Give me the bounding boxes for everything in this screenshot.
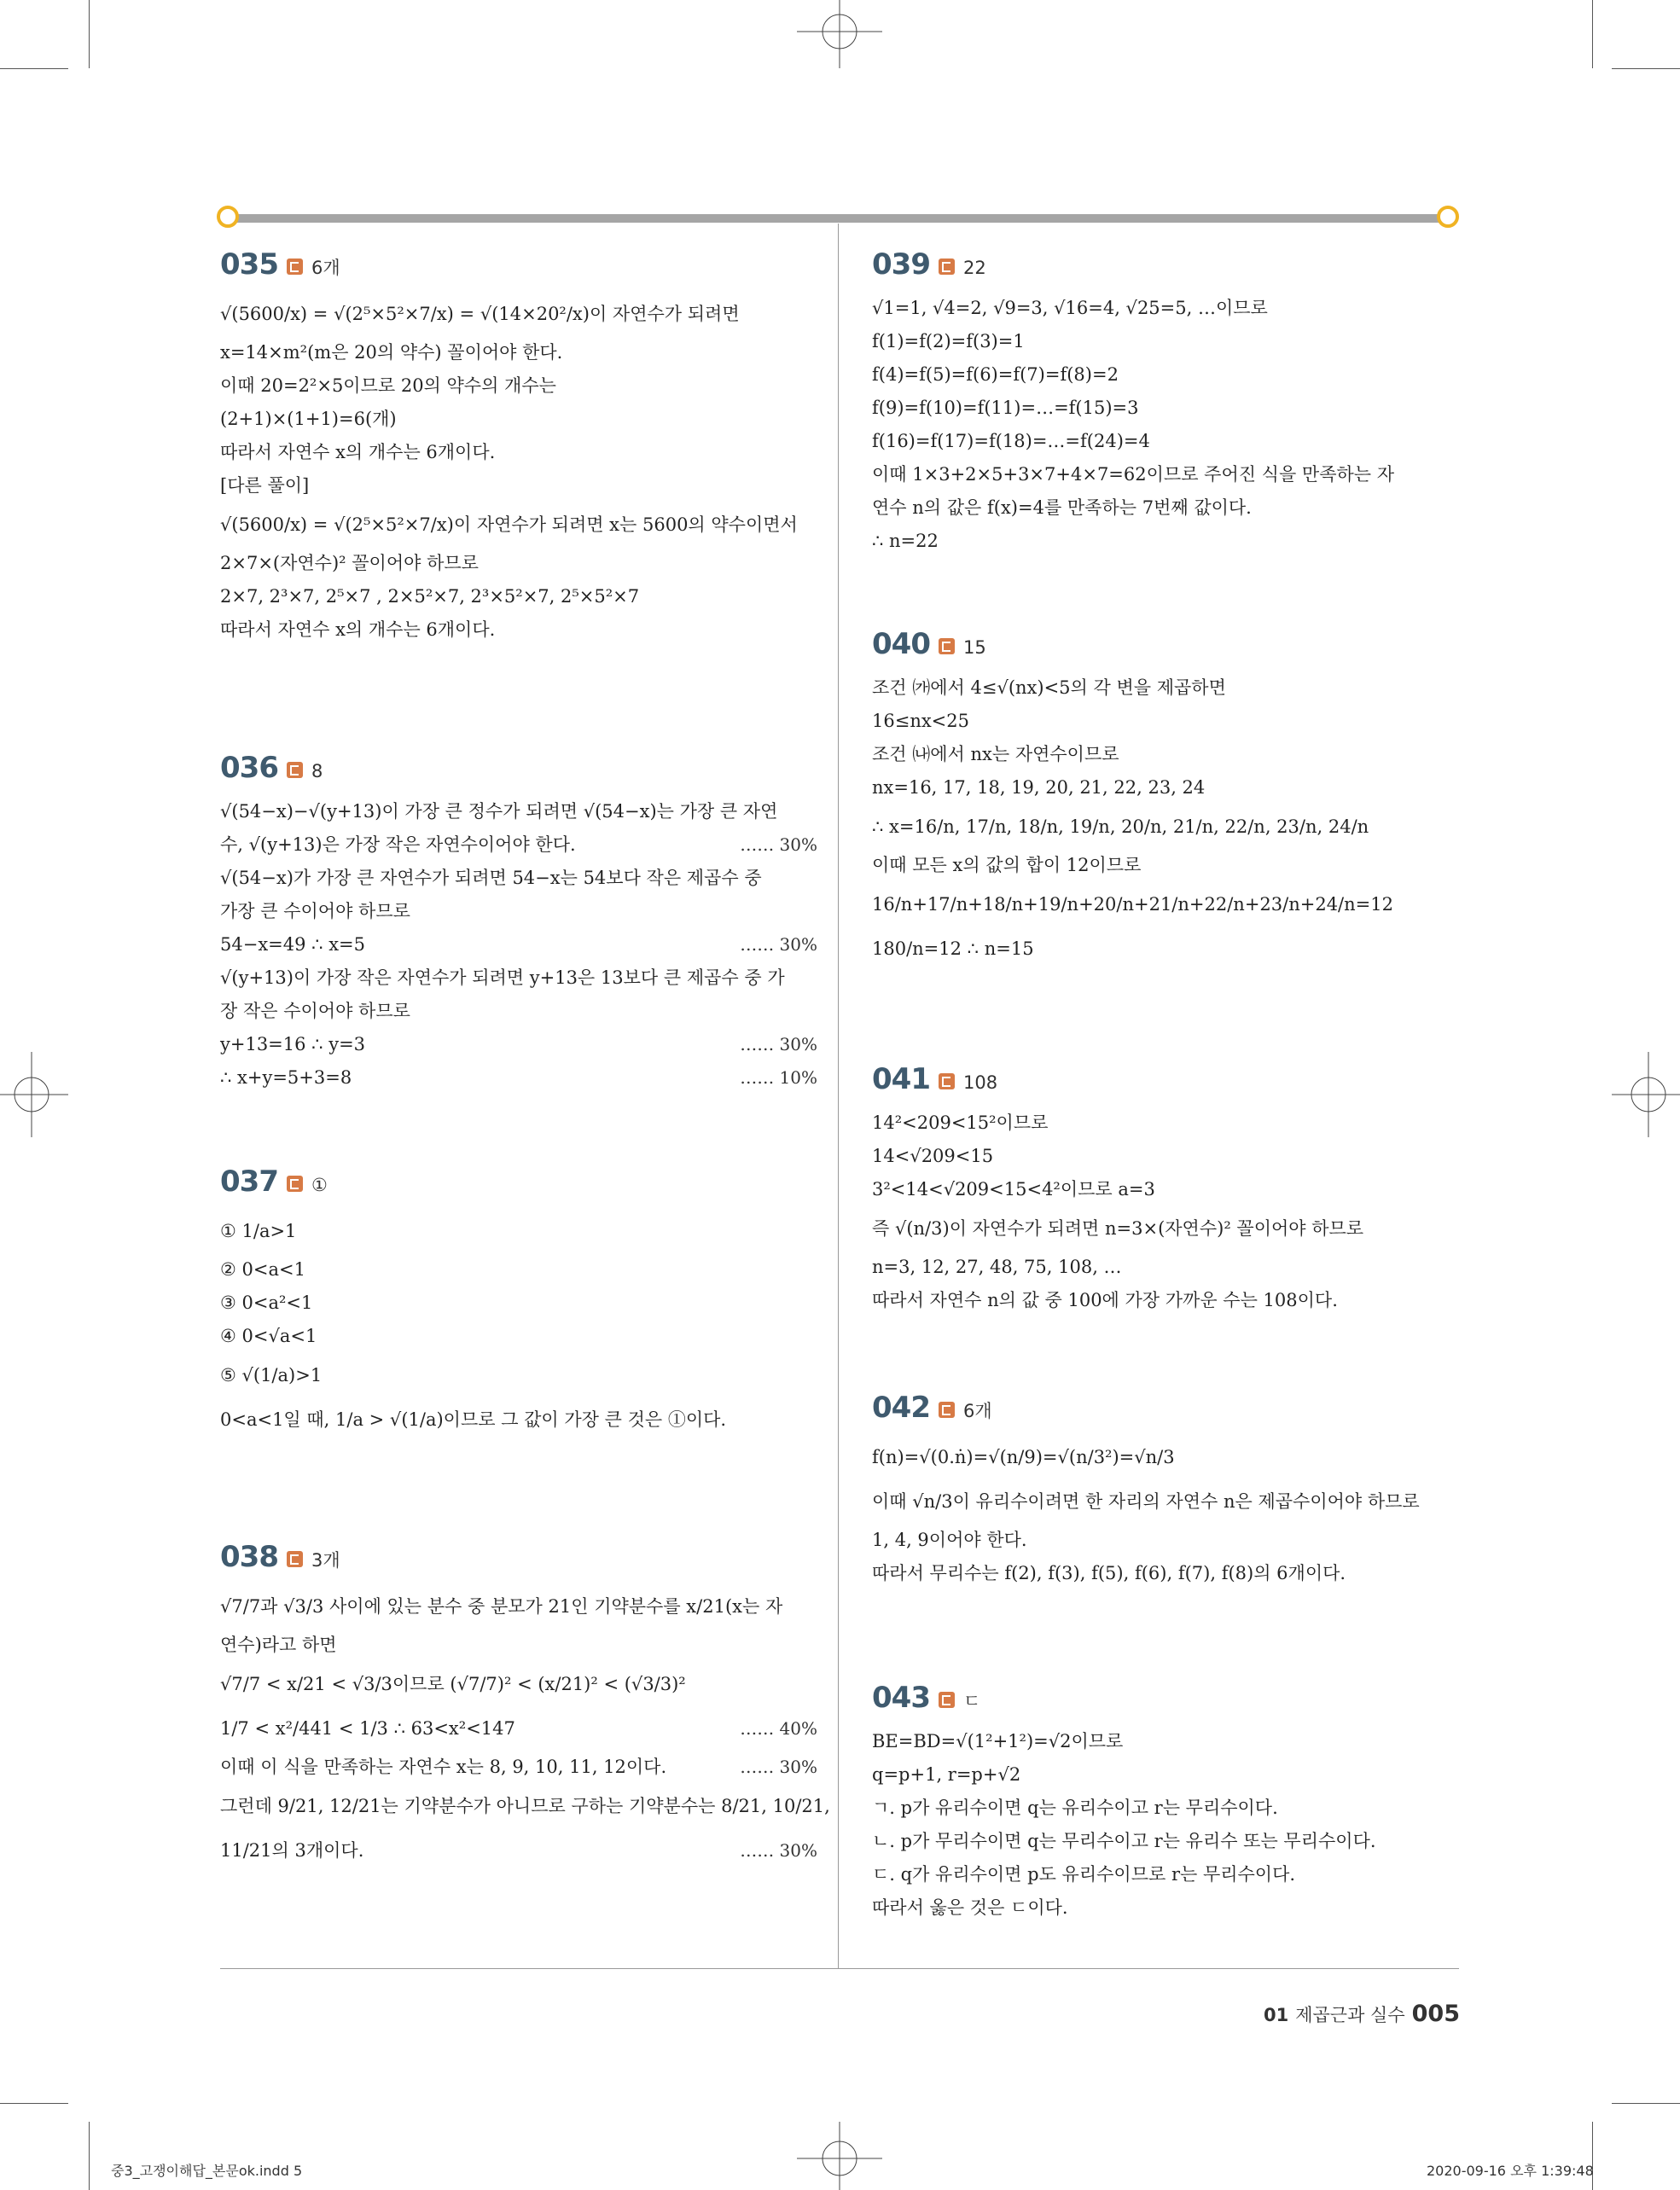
solution-text: 따라서 자연수 n의 값 중 100에 가장 가까운 수는 108이다. [872,1290,1338,1310]
solution-text: 14²<209<15²이므로 [872,1112,1049,1133]
top-bar-right-dot [1437,206,1459,228]
solution-line [872,1140,1469,1173]
solution-line [220,995,817,1028]
solution-line [220,1320,817,1353]
crop-mark [1612,68,1680,69]
solution-line [220,1784,830,1828]
solution-line [220,547,817,580]
solution-line [872,525,1469,558]
problem-header [220,247,817,292]
solution-text: 즉 √(n/3)이 자연수가 되려면 n=3×(자연수)² 꼴이어야 하므로 [872,1218,1364,1239]
top-bar-left-dot [217,206,239,228]
solution-text: 16≤nx<25 [872,711,970,731]
solution-text: √7/7과 √3/3 사이에 있는 분수 중 분모가 21인 기약분수를 x/21(x는 자 [220,1596,783,1617]
solution-text: ∴ n=22 [872,531,939,551]
solution-line [872,1825,1469,1858]
solution-line [220,580,817,613]
solution-line [872,849,1469,882]
problem-header [220,1165,817,1209]
solution-text: 2×7, 2³×7, 2⁵×7 , 2×5²×7, 2³×5²×7, 2⁵×5²×7 [220,586,640,607]
solution-text: 이때 이 식을 만족하는 자연수 x는 8, 9, 10, 11, 12이다. [220,1757,667,1777]
solution-text: f(9)=f(10)=f(11)=…=f(15)=3 [872,398,1139,418]
problem-number: 035 [220,247,278,282]
slug-filename: 중3_고쟁이해답_본문ok.indd 5 [111,2163,303,2179]
problem-2 [220,1165,817,1442]
solution-line [872,491,1469,525]
solution-line [220,469,817,502]
solution-text: f(1)=f(2)=f(3)=1 [872,331,1025,351]
solution-line [872,458,1469,491]
score-percent: …… 30% [740,1757,817,1777]
solution-line [220,828,817,862]
solution-text: 그런데 9/21, 12/21는 기약분수가 아니므로 구하는 기약분수는 8/21, 10/21, [220,1796,830,1816]
solution-line [872,358,1469,392]
solution-text: ④ 0<√a<1 [220,1326,317,1346]
solution-text: 3²<14<√209<15<4²이므로 a=3 [872,1179,1155,1200]
solution-text: ⑤ √(1/a)>1 [220,1365,323,1385]
problem-answer: ㄷ [962,1691,981,1711]
solution-text: y+13=16 ∴ y=3 [220,1034,366,1054]
problem-header [220,751,817,795]
problem-number: 043 [872,1681,930,1715]
solution-text: 조건 ㈏에서 nx는 자연수이므로 [872,744,1119,764]
solution-text: 장 작은 수이어야 하므로 [220,1001,410,1021]
solution-text: 16/n+17/n+18/n+19/n+20/n+21/n+22/n+23/n+24/n=12 [872,894,1393,915]
solution-text: f(16)=f(17)=f(18)=…=f(24)=4 [872,431,1150,451]
solution-line [872,1792,1469,1825]
solution-line [872,738,1469,771]
solution-text: f(n)=√(0.ṅ)=√(n/9)=√(n/3²)=√n/3 [872,1447,1175,1467]
solution-text: x=14×m²(m은 20의 약수) 꼴이어야 한다. [220,342,563,363]
problem-4 [872,1681,1469,1925]
problem-header [872,1062,1469,1107]
solution-text: 수, √(y+13)은 가장 작은 자연수이어야 한다. [220,834,576,855]
score-percent: …… 30% [740,934,817,955]
solution-text: nx=16, 17, 18, 19, 20, 21, 22, 23, 24 [872,777,1206,798]
problem-1 [220,751,817,1095]
crop-mark [0,68,68,69]
problem-header [872,627,1469,671]
solution-line [220,403,817,436]
solution-text: √7/7 < x/21 < √3/3이므로 (√7/7)² < (x/21)² < (√3/3)² [220,1674,686,1694]
problem-answer: 6개 [962,1401,992,1421]
solution-line [220,1397,817,1442]
solution-line [220,1061,817,1095]
solution-text: 1/7 < x²/441 < 1/3 ∴ 63<x²<147 [220,1718,515,1739]
chapter-number: 01 [1263,2005,1289,2025]
solution-line [220,1751,817,1784]
solution-text: ㄷ. q가 유리수이면 p도 유리수이므로 r는 무리수이다. [872,1864,1296,1885]
top-bar [227,214,1450,223]
solution-text: ㄴ. p가 무리수이면 q는 무리수이고 r는 유리수 또는 무리수이다. [872,1831,1376,1851]
solution-line [220,1584,817,1629]
answer-badge-icon [287,259,303,275]
answer-badge-icon [287,762,303,778]
problem-header [872,1391,1469,1435]
solution-line [220,1209,817,1253]
solution-text: 가장 큰 수이어야 하므로 [220,901,410,921]
problem-3 [872,1391,1469,1590]
problem-number: 037 [220,1165,278,1199]
solution-line [872,1107,1469,1140]
solution-text: 11/21의 3개이다. [220,1840,364,1861]
solution-text: 연수)라고 하면 [220,1635,337,1655]
crop-mark [1592,0,1593,68]
answer-badge-icon [939,1402,955,1418]
solution-text: √(5600/x) = √(2⁵×5²×7/x) = √(14×20²/x)이 자연수가 되려면 [220,304,740,324]
solution-text: √(y+13)이 가장 작은 자연수가 되려면 y+13은 13보다 큰 제곱수 중 가 [220,967,785,988]
solution-text: f(4)=f(5)=f(6)=f(7)=f(8)=2 [872,364,1119,385]
solution-line [220,502,817,547]
problem-1 [872,627,1469,971]
solution-text: 14<√209<15 [872,1146,994,1166]
solution-line [220,862,817,895]
solution-line [220,436,817,469]
score-percent: …… 30% [740,1840,817,1861]
solution-text: 연수 n의 값은 f(x)=4를 만족하는 7번째 값이다. [872,497,1252,518]
crop-mark [89,0,90,68]
problem-2 [872,1062,1469,1317]
solution-line [220,292,817,336]
solution-line [220,1706,817,1751]
solution-line [872,705,1469,738]
solution-line [220,928,817,961]
solution-line [872,771,1469,805]
solution-text: [다른 풀이] [220,475,310,496]
problem-0 [872,247,1469,558]
problem-answer: 8 [311,761,323,781]
chapter-title: 제곱근과 실수 [1295,2005,1405,2025]
problem-answer: 3개 [311,1550,340,1571]
solution-text: √(54−x)가 가장 큰 자연수가 되려면 54−x는 54보다 작은 제곱수 중 [220,868,762,888]
solution-text: 180/n=12 ∴ n=15 [872,938,1034,959]
solution-line [872,1173,1469,1206]
solution-line [220,961,817,995]
solution-line [872,425,1469,458]
solution-line [872,882,1469,927]
registration-mark-left [0,1052,68,1137]
problem-number: 038 [220,1540,278,1574]
registration-mark-bottom [797,2122,882,2190]
bottom-rule [220,1968,1459,1969]
score-percent: …… 40% [740,1718,817,1739]
crop-mark [0,2103,68,2104]
solution-line [220,1629,817,1662]
solution-text: ∴ x=16/n, 17/n, 18/n, 19/n, 20/n, 21/n, 22/n, 23/n, 24/n [872,816,1369,837]
problem-0 [220,247,817,647]
column-divider [838,224,839,1969]
solution-line [872,1557,1469,1590]
solution-text: q=p+1, r=p+√2 [872,1764,1021,1785]
problem-answer: ① [311,1175,328,1195]
solution-text: 1, 4, 9이어야 한다. [872,1530,1027,1550]
solution-line [220,895,817,928]
solution-text: 조건 ㈎에서 4≤√(nx)<5의 각 변을 제곱하면 [872,677,1226,698]
problem-answer: 6개 [311,258,340,278]
solution-text: 따라서 자연수 x의 개수는 6개이다. [220,619,496,640]
solution-text: 0<a<1일 때, 1/a > √(1/a)이므로 그 값이 가장 큰 것은 ①이다. [220,1409,727,1430]
solution-text: 54−x=49 ∴ x=5 [220,934,365,955]
solution-line [872,805,1469,849]
answer-badge-icon [287,1176,303,1192]
solution-line [872,1858,1469,1891]
problem-header [220,1540,817,1584]
solution-text: √1=1, √4=2, √9=3, √16=4, √25=5, …이므로 [872,298,1268,318]
solution-text: ∴ x+y=5+3=8 [220,1067,352,1088]
solution-text: 이때 20=2²×5이므로 20의 약수의 개수는 [220,375,556,396]
solution-text: 이때 √n/3이 유리수이려면 한 자리의 자연수 n은 제곱수이어야 하므로 [872,1491,1420,1512]
solution-text: 이때 모든 x의 값의 합이 12이므로 [872,855,1142,875]
page-number: 005 [1411,2001,1460,2027]
problem-header [872,247,1469,292]
problem-3 [220,1540,830,1873]
solution-text: (2+1)×(1+1)=6(개) [220,409,397,429]
solution-line [220,795,817,828]
answer-badge-icon [939,259,955,275]
solution-text: 따라서 무리수는 f(2), f(3), f(5), f(6), f(7), f(8)의 6개이다. [872,1563,1346,1583]
solution-line [220,1662,817,1706]
solution-line [872,671,1469,705]
problem-number: 041 [872,1062,930,1096]
solution-line [872,1435,1469,1479]
solution-text: 이때 1×3+2×5+3×7+4×7=62이므로 주어진 식을 만족하는 자 [872,464,1395,485]
solution-text: 따라서 옳은 것은 ㄷ이다. [872,1897,1068,1918]
registration-mark-right [1612,1052,1680,1137]
solution-line [872,1284,1469,1317]
problem-answer: 108 [962,1072,998,1093]
solution-line [220,369,817,403]
solution-text: ㄱ. p가 유리수이면 q는 유리수이고 r는 무리수이다. [872,1798,1278,1818]
solution-line [220,1287,817,1320]
problem-number: 042 [872,1391,930,1425]
crop-mark [1592,2122,1593,2190]
score-percent: …… 30% [740,1034,817,1054]
registration-mark-top [797,0,882,68]
solution-line [872,392,1469,425]
solution-line [220,1828,817,1873]
answer-badge-icon [939,1692,955,1708]
solution-text: ① 1/a>1 [220,1221,297,1241]
page-footer [1264,2001,1460,2027]
problem-header [872,1681,1469,1725]
solution-line [220,336,817,369]
answer-badge-icon [939,638,955,654]
solution-line [872,325,1469,358]
solution-line [872,1206,1469,1251]
crop-mark [89,2122,90,2190]
score-percent: …… 30% [740,834,817,855]
problem-number: 036 [220,751,278,785]
solution-text: √(54−x)−√(y+13)이 가장 큰 정수가 되려면 √(54−x)는 가장 큰 자연 [220,801,778,822]
solution-text: BE=BD=√(1²+1²)=√2이므로 [872,1731,1124,1751]
solution-line [872,1891,1469,1925]
solution-line [872,1479,1469,1524]
problem-number: 040 [872,627,930,661]
solution-line [220,613,817,647]
crop-mark [1612,2103,1680,2104]
solution-line [872,927,1469,971]
solution-line [872,1524,1469,1557]
solution-line [872,1725,1469,1758]
solution-line [220,1253,817,1287]
problem-answer: 15 [962,637,986,658]
answer-badge-icon [287,1551,303,1567]
solution-text: 따라서 자연수 x의 개수는 6개이다. [220,442,496,462]
score-percent: …… 10% [740,1067,817,1088]
solution-text: ② 0<a<1 [220,1259,305,1280]
solution-text: √(5600/x) = √(2⁵×5²×7/x)이 자연수가 되려면 x는 5600의 약수이면서 [220,514,798,535]
solution-line [872,1758,1469,1792]
solution-text: n=3, 12, 27, 48, 75, 108, … [872,1257,1122,1277]
solution-text: 2×7×(자연수)² 꼴이어야 하므로 [220,553,479,573]
solution-line [220,1353,817,1397]
problem-answer: 22 [962,258,986,278]
solution-line [872,292,1469,325]
solution-line [220,1028,817,1061]
solution-text: ③ 0<a²<1 [220,1293,313,1313]
slug-datetime: 2020-09-16 오후 1:39:48 [1427,2163,1594,2179]
answer-badge-icon [939,1073,955,1089]
problem-number: 039 [872,247,930,282]
solution-line [872,1251,1469,1284]
